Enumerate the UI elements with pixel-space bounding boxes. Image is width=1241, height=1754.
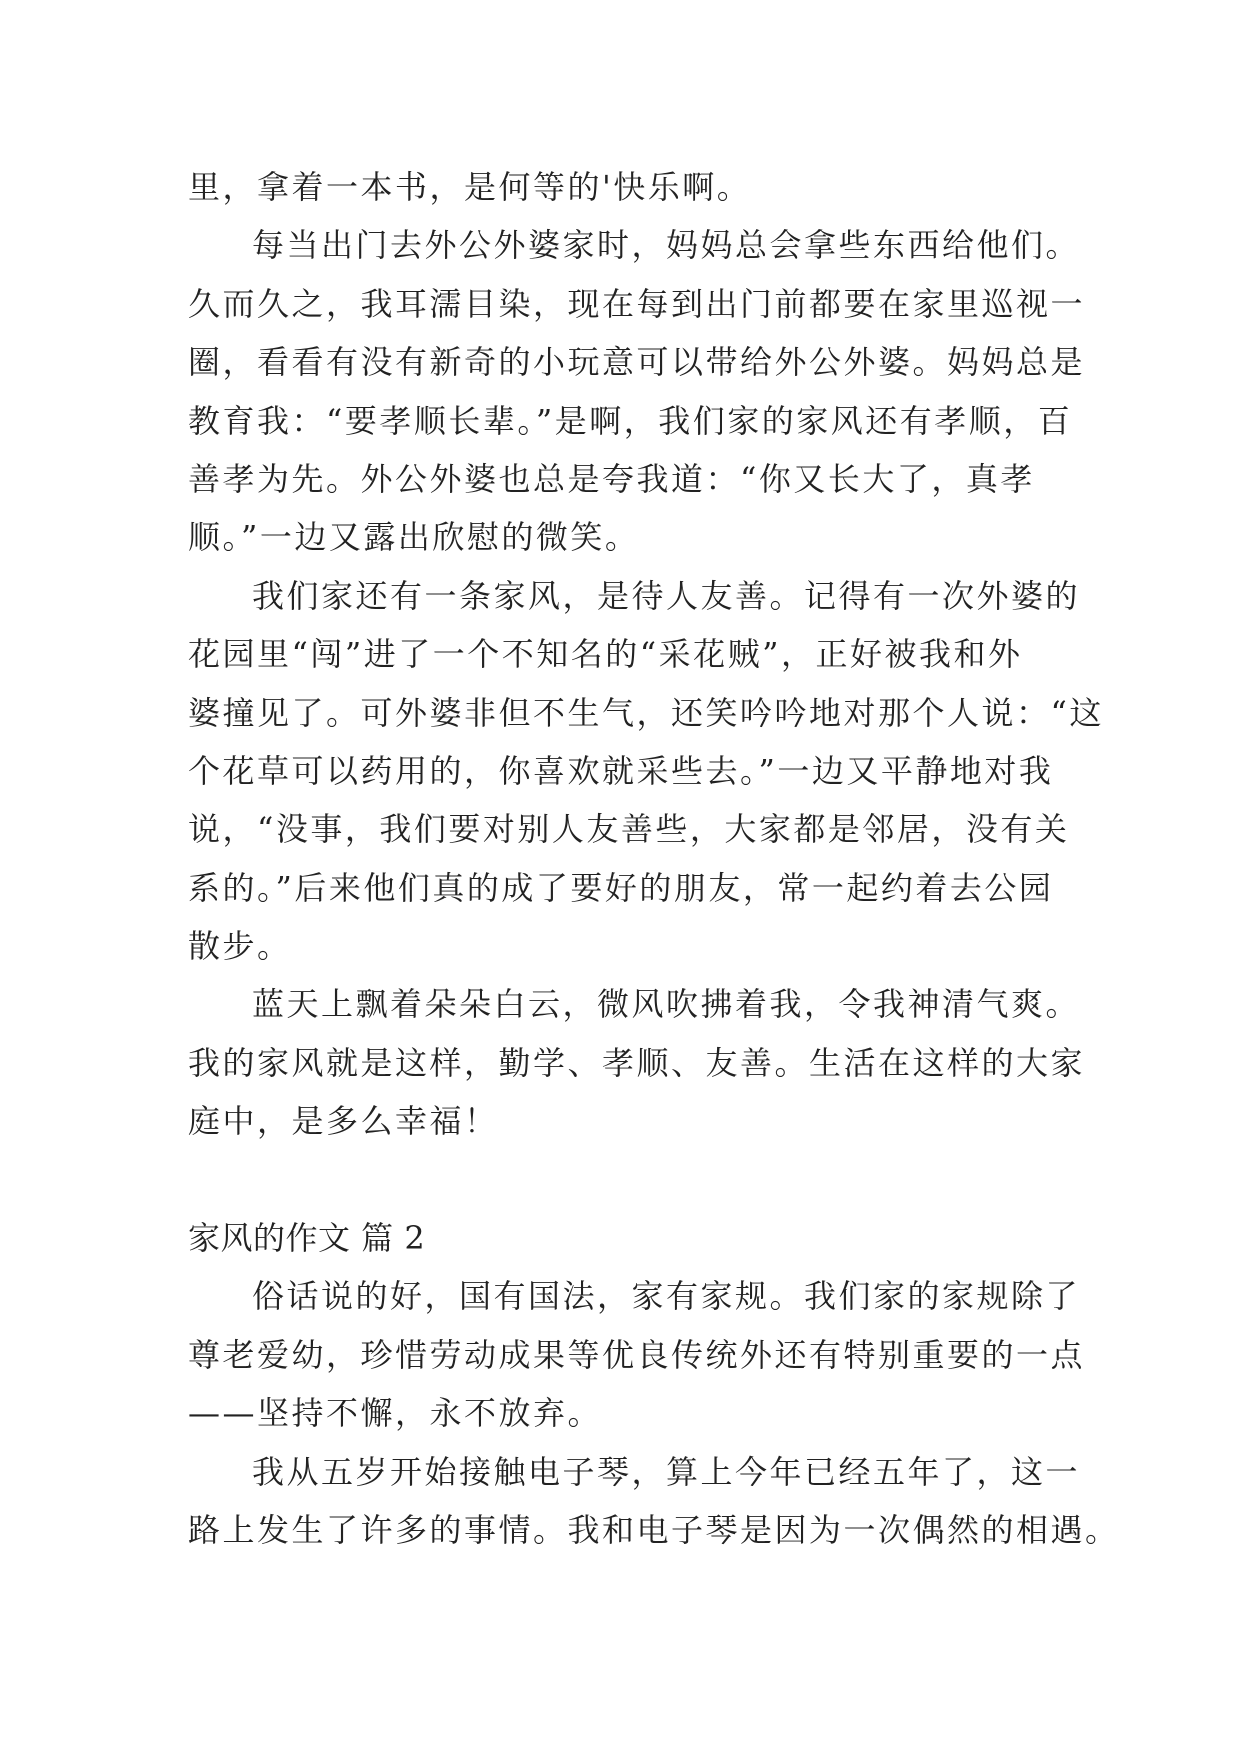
section-heading: 家风的作文 篇 2 (188, 1219, 426, 1258)
text-line: 圈，看看有没有新奇的小玩意可以带给外公外婆。妈妈总是 (188, 343, 1086, 382)
text-line: ——坚持不懈，永不放弃。 (188, 1394, 603, 1433)
text-line: 我的家风就是这样，勤学、孝顺、友善。生活在这样的大家 (188, 1043, 1086, 1082)
text-line: 尊老爱幼，珍惜劳动成果等优良传统外还有特别重要的一点 (188, 1335, 1086, 1374)
text-line: 教育我：“要孝顺长辈。”是啊，我们家的家风还有孝顺，百 (188, 401, 1073, 440)
text-line: 婆撞见了。可外婆非但不生气，还笑吟吟地对那个人说：“这 (188, 693, 1104, 732)
text-line: 系的。”后来他们真的成了要好的朋友，常一起约着去公园 (188, 868, 1054, 907)
text-line: 久而久之，我耳濡目染，现在每到出门前都要在家里巡视一 (188, 284, 1086, 323)
section-gap (188, 1151, 1068, 1209)
text-line: 善孝为先。外公外婆也总是夸我道：“你又长大了，真孝 (188, 459, 1035, 498)
text-line: 顺。”一边又露出欣慰的微笑。 (188, 518, 640, 557)
text-line: 里，拿着一本书，是何等的'快乐啊。 (188, 168, 752, 206)
text-line: 花园里“闯”进了一个不知名的“采花贼”，正好被我和外 (188, 635, 1023, 674)
text-line: 散步。 (188, 927, 292, 966)
text-line: 个花草可以药用的，你喜欢就采些去。”一边又平静地对我 (188, 751, 1054, 790)
paragraph-start-line: 我们家还有一条家风，是待人友善。记得有一次外婆的 (252, 576, 1081, 615)
paragraph-start-line: 俗话说的好，国有国法，家有家规。我们家的家规除了 (252, 1277, 1081, 1316)
document-page (188, 158, 1120, 1559)
text-line: 路上发生了许多的事情。我和电子琴是因为一次偶然的相遇。 (188, 1510, 1120, 1549)
text-line: 说，“没事，我们要对别人友善些，大家都是邻居，没有关 (188, 810, 1070, 849)
paragraph-start-line: 每当出门去外公外婆家时，妈妈总会拿些东西给他们。 (252, 226, 1081, 265)
text-line: 庭中，是多么幸福！ (188, 1102, 499, 1141)
paragraph-start-line: 我从五岁开始接触电子琴，算上今年已经五年了，这一 (252, 1452, 1081, 1491)
paragraph-start-line: 蓝天上飘着朵朵白云，微风吹拂着我，令我神清气爽。 (252, 985, 1081, 1024)
